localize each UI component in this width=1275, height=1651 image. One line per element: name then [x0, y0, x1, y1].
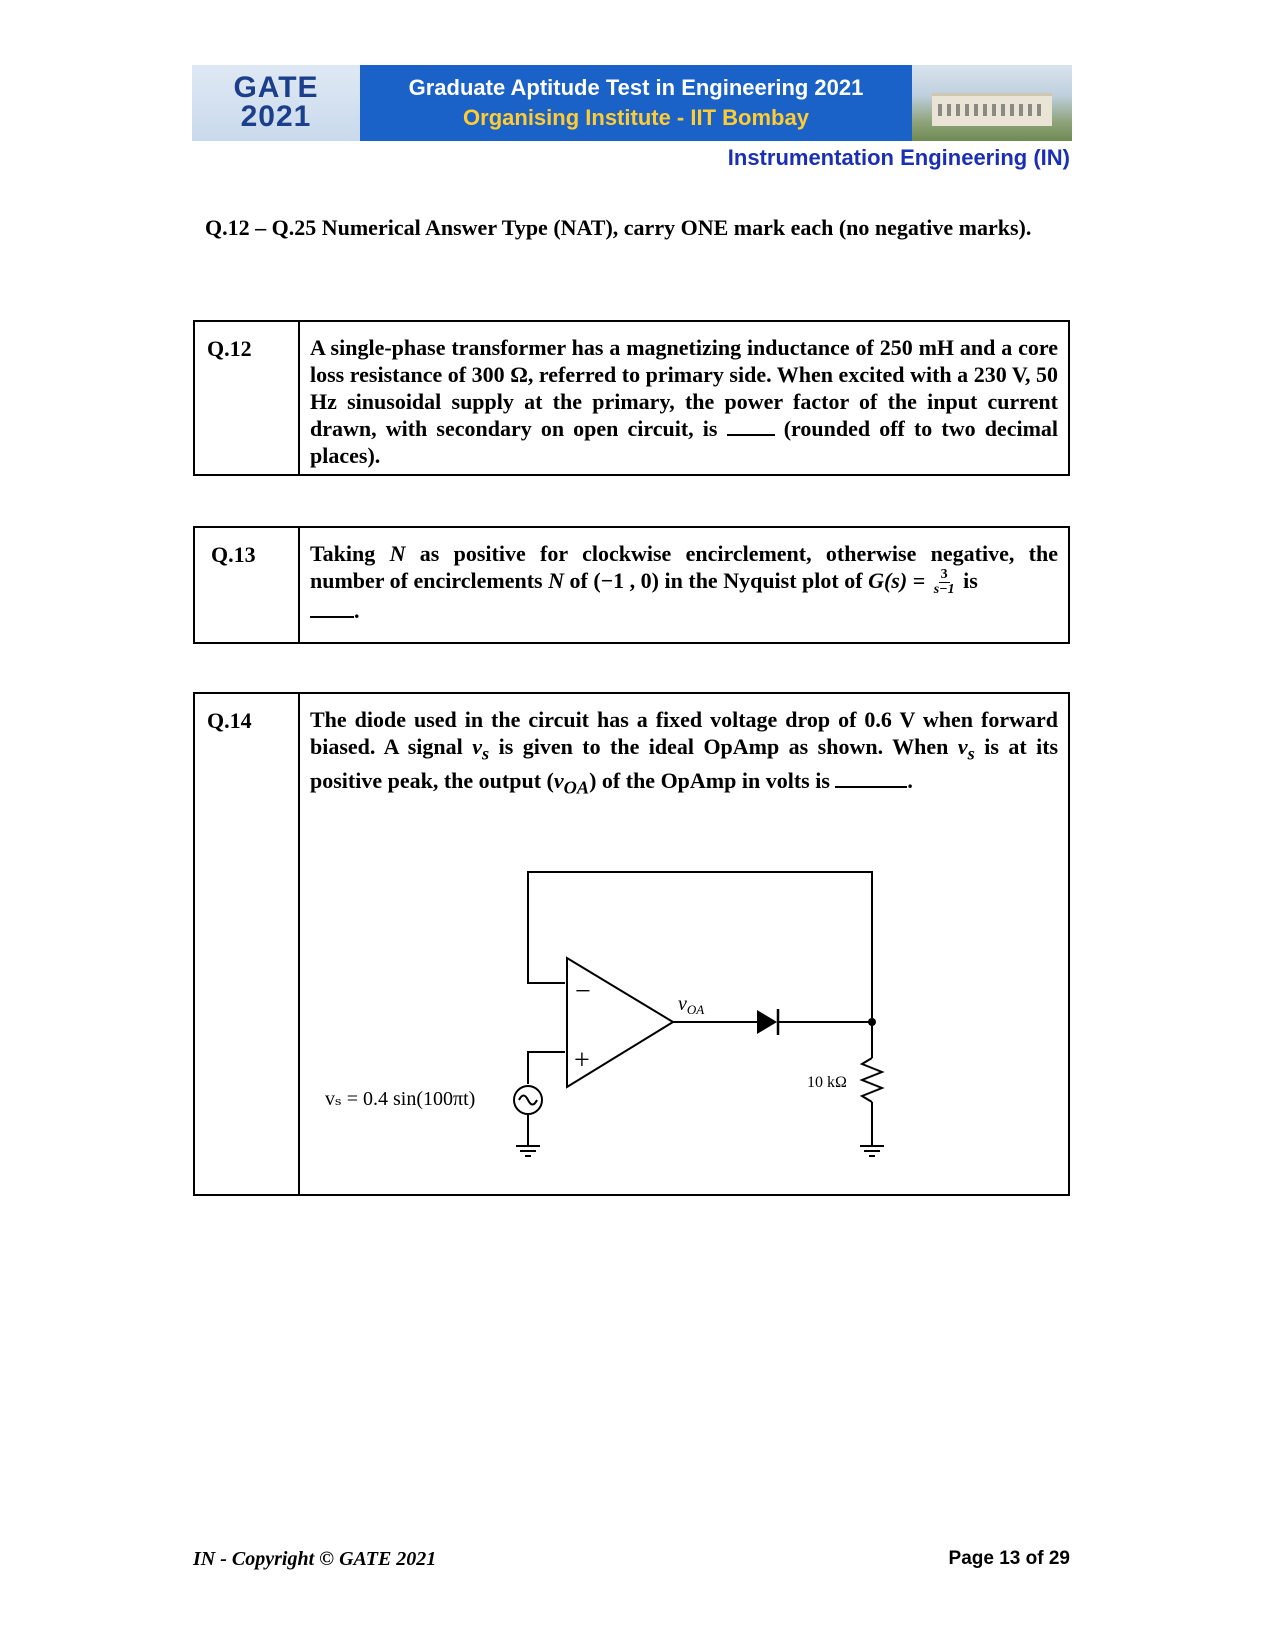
- q13-text-c: of: [569, 568, 588, 593]
- question-number: Q.14: [195, 694, 300, 1194]
- source-label: vₛ = 0.4 sin(100πt): [325, 1088, 476, 1110]
- question-text: Taking N as positive for clockwise encirclement, otherwise negative, the number of encirclements N of (−1 , 0) in the Nyquist plot of G(s) = $\frac{3}{s-1}$ is .: [310, 541, 1058, 624]
- fraction-denominator: s−1: [933, 582, 955, 598]
- q14-text-c: is at its positive peak, the output (: [310, 734, 1059, 794]
- q14-vs: v: [472, 734, 482, 759]
- output-label-sub: OA: [686, 1002, 705, 1017]
- page-number: Page 13 of 29: [948, 1548, 1070, 1569]
- diode-symbol: [757, 1010, 777, 1034]
- q13-text-e: is: [963, 568, 978, 593]
- q14-text-a: The diode used in the circuit has a fixed voltage drop of 0.6 V when forward biased. A signal: [310, 707, 1058, 759]
- resistor-label: 10 kΩ: [807, 1074, 847, 1091]
- q12-text-before: A single-phase transformer has a magnetizing inductance of 250 mH and a core loss resistance of 300 Ω, referred to primary side. When excited with a 230 V, 50 Hz sinusoidal supply at the primary, the power factor of the input current drawn, with secondary on open circuit, is: [310, 335, 1058, 441]
- ac-sine-icon: [519, 1096, 537, 1105]
- q12-text-after: (rounded off to two decimal places).: [310, 416, 1059, 468]
- section-intro: Q.12 – Q.25 Numerical Answer Type (NAT), carry ONE mark each (no negative marks).: [205, 215, 1032, 240]
- fraction-numerator: 3: [940, 567, 948, 583]
- noninverting-input-sign: +: [574, 1045, 590, 1076]
- footer-copyright: IN - Copyright © GATE 2021: [193, 1548, 437, 1570]
- question-number: Q.12: [195, 322, 300, 474]
- q13-point: (−1 , 0): [593, 568, 660, 593]
- q14-voa-sub: OA: [563, 777, 590, 798]
- q14-vs-sub: s: [482, 743, 490, 764]
- q13-text-b: as positive for clockwise encirclement, otherwise negative, the number of encirclements: [310, 541, 1058, 593]
- q14-vs-sub-2: s: [967, 743, 975, 764]
- source-wire: [528, 1052, 565, 1084]
- junction-node: [868, 1018, 876, 1026]
- logo-line2: 2021: [240, 100, 312, 133]
- exam-title: Graduate Aptitude Test in Engineering 2021: [408, 75, 864, 100]
- q13-transfer-function: G(s) =: [868, 568, 926, 593]
- logo-line1: GATE: [233, 71, 319, 104]
- subject-title: Instrumentation Engineering (IN): [727, 145, 1070, 170]
- organising-institute: Organising Institute - IIT Bombay: [463, 105, 809, 130]
- q14-vs-2: v: [957, 734, 968, 759]
- output-label-main: v: [678, 993, 687, 1015]
- q13-var-n-2: N: [548, 568, 564, 593]
- question-number: Q.13: [195, 528, 300, 642]
- question-text: The diode used in the circuit has a fixed voltage drop of 0.6 V when forward biased. A signal $v_s$ is given to the ideal OpAmp as shown. When $v_s$ is at its positive peak, the output $(v_{OA})$ of the OpAmp in volts is .: [310, 707, 1059, 798]
- resistor-symbol: [862, 1058, 882, 1102]
- q14-text-b: is given to the ideal OpAmp as shown. When: [498, 734, 949, 759]
- output-label: [678, 993, 704, 1017]
- q13-text-d: in the Nyquist plot of: [664, 568, 863, 593]
- q14-voa: v: [553, 768, 564, 794]
- inverting-input-sign: −: [575, 976, 591, 1007]
- q13-text-a: Taking: [310, 541, 376, 566]
- q13-var-n: N: [389, 541, 406, 566]
- q14-text-d: ) of the OpAmp in volts is: [589, 768, 830, 794]
